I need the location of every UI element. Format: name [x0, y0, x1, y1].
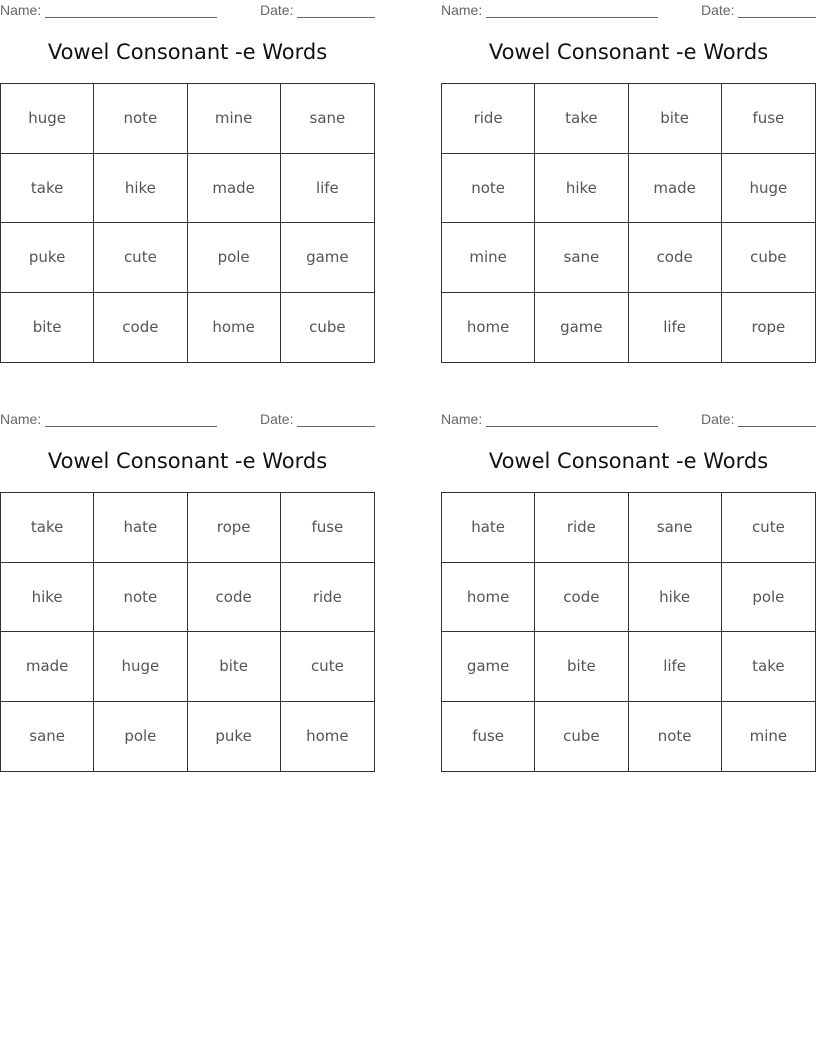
- word-cell: game: [535, 293, 628, 363]
- word-cell: hike: [1, 563, 94, 633]
- date-line: [738, 17, 816, 18]
- word-cell: home: [442, 293, 535, 363]
- word-cell: game: [281, 223, 374, 293]
- name-label: Name:: [0, 411, 42, 427]
- name-date-header: [441, 411, 816, 429]
- word-cell: code: [188, 563, 281, 633]
- word-cell: sane: [629, 493, 722, 563]
- word-grid: [441, 83, 816, 363]
- word-cell: game: [442, 632, 535, 702]
- card-title: Vowel Consonant -e Words: [488, 449, 769, 473]
- name-label: Name:: [0, 2, 42, 18]
- word-cell: sane: [1, 702, 94, 772]
- word-cell: pole: [94, 702, 187, 772]
- word-cell: mine: [188, 84, 281, 154]
- word-grid: [0, 83, 375, 363]
- word-cell: mine: [442, 223, 535, 293]
- name-date-header: [441, 2, 816, 20]
- word-cell: life: [281, 154, 374, 224]
- word-cell: home: [306, 727, 349, 746]
- word-cell: cute: [722, 493, 815, 563]
- word-grid: [0, 492, 375, 772]
- word-cell: rope: [751, 318, 786, 337]
- word-cell: cube: [309, 318, 346, 337]
- word-cell: made: [1, 632, 94, 702]
- word-cell: take: [1, 154, 94, 224]
- word-cell: note: [94, 84, 187, 154]
- word-cell: take: [535, 84, 628, 154]
- card-title: Vowel Consonant -e Words: [488, 40, 769, 64]
- date-line: [297, 17, 375, 18]
- word-cell: fuse: [281, 493, 374, 563]
- name-label: Name:: [441, 411, 483, 427]
- word-cell: cute: [94, 223, 187, 293]
- word-cell: life: [629, 293, 722, 363]
- word-cell: puke: [188, 702, 281, 772]
- word-cell: cube: [722, 223, 815, 293]
- word-cell: hike: [94, 154, 187, 224]
- word-cell: take: [722, 632, 815, 702]
- name-date-header: [0, 2, 375, 20]
- word-cell: hike: [629, 563, 722, 633]
- word-cell: puke: [1, 223, 94, 293]
- date-label: Date:: [260, 411, 294, 427]
- word-cell: hike: [535, 154, 628, 224]
- word-cell: sane: [281, 84, 374, 154]
- word-cell: fuse: [722, 84, 815, 154]
- card-title: Vowel Consonant -e Words: [47, 40, 328, 64]
- word-cell: rope: [188, 493, 281, 563]
- word-cell: code: [94, 293, 187, 363]
- word-cell: huge: [1, 84, 94, 154]
- word-cell: mine: [749, 727, 788, 746]
- word-cell: note: [442, 154, 535, 224]
- word-cell: pole: [188, 223, 281, 293]
- word-cell: ride: [442, 84, 535, 154]
- word-cell: code: [629, 223, 722, 293]
- name-line: [486, 17, 658, 18]
- word-cell: bite: [1, 293, 94, 363]
- word-cell: take: [1, 493, 94, 563]
- card-title: Vowel Consonant -e Words: [47, 449, 328, 473]
- word-cell: home: [442, 563, 535, 633]
- date-label: Date:: [701, 2, 735, 18]
- word-cell: note: [94, 563, 187, 633]
- name-date-header: [0, 411, 375, 429]
- word-cell: ride: [281, 563, 374, 633]
- word-cell: note: [629, 702, 722, 772]
- word-cell: sane: [535, 223, 628, 293]
- name-label: Name:: [441, 2, 483, 18]
- word-cell: hate: [442, 493, 535, 563]
- bingo-card-2: [441, 0, 816, 372]
- date-label: Date:: [260, 2, 294, 18]
- name-line: [45, 17, 217, 18]
- bingo-card-3: [0, 409, 375, 781]
- date-label: Date:: [701, 411, 735, 427]
- date-line: [738, 426, 816, 427]
- name-line: [45, 426, 217, 427]
- word-grid: [441, 492, 816, 772]
- word-cell: huge: [722, 154, 815, 224]
- word-cell: bite: [535, 632, 628, 702]
- word-cell: home: [188, 293, 281, 363]
- word-cell: hate: [94, 493, 187, 563]
- word-cell: life: [629, 632, 722, 702]
- word-cell: ride: [535, 493, 628, 563]
- word-cell: cute: [281, 632, 374, 702]
- word-cell: bite: [629, 84, 722, 154]
- word-cell: made: [188, 154, 281, 224]
- word-cell: cube: [535, 702, 628, 772]
- date-line: [297, 426, 375, 427]
- bingo-card-4: [441, 409, 816, 781]
- word-cell: code: [535, 563, 628, 633]
- word-cell: huge: [94, 632, 187, 702]
- bingo-card-1: [0, 0, 375, 372]
- word-cell: pole: [722, 563, 815, 633]
- word-cell: bite: [188, 632, 281, 702]
- word-cell: made: [629, 154, 722, 224]
- word-cell: fuse: [442, 702, 535, 772]
- name-line: [486, 426, 658, 427]
